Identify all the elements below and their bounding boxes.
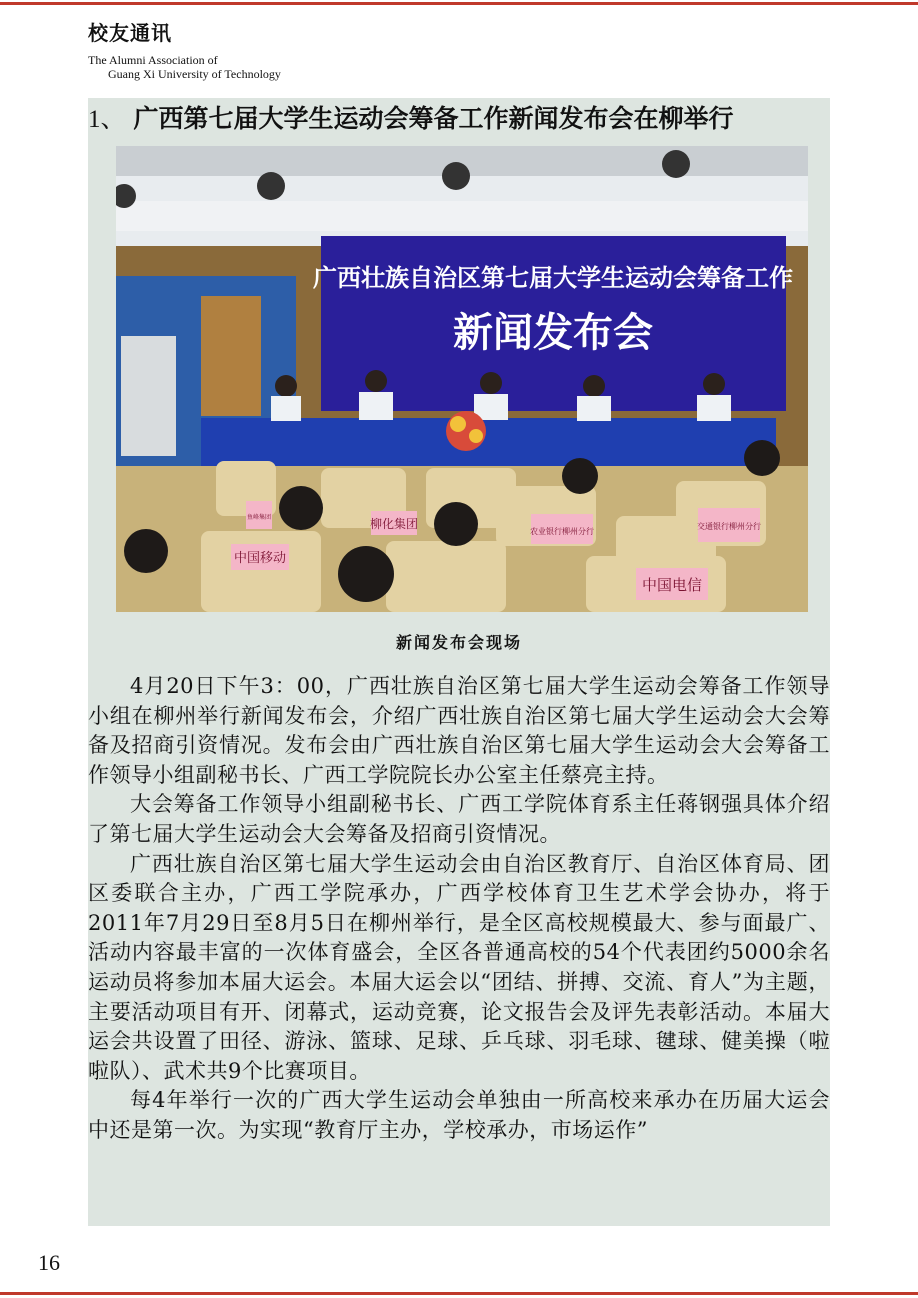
bottom-rule bbox=[0, 1292, 918, 1295]
article-body bbox=[88, 672, 830, 1146]
article-headline bbox=[88, 101, 830, 138]
article-paragraph-4: 每4年举行一次的广西大学生运动会单独由一所高校来承办在历届大运会中还是第一次。为实现“教育厅主办，学校承办，市场运作” bbox=[88, 1088, 830, 1142]
press-conference-photo bbox=[116, 146, 808, 612]
article-number: 1、 bbox=[88, 106, 126, 133]
banner-line2: 新闻发布会 bbox=[453, 310, 653, 356]
seat-sign-china-telecom: 中国电信 bbox=[641, 576, 703, 594]
seat-sign-yufeng-group: 鱼峰集团 bbox=[246, 514, 272, 521]
masthead bbox=[88, 20, 281, 81]
seat-sign-china-mobile: 中国移动 bbox=[233, 551, 287, 566]
photo-caption: 新闻发布会现场 bbox=[395, 633, 522, 652]
page-number: 16 bbox=[38, 1250, 60, 1275]
article-paragraph-3: 广西壮族自治区第七届大学生运动会由自治区教育厅、自治区体育局、团区委联合主办，广西工学院承办，广西学校体育卫生艺术学会协办，将于2011年7月29日至8月5日在柳州举行，是全区高校规模最大、参与面最广、活动内容最丰富的一次体育盛会，全区各普通高校的54个代表团约5000余名运动员将参加本届大运会。本届大运会以“团结、拼搏、交流、育人”为主题，主要活动项目有开、闭幕式，运动竞赛，论文报告会及评先表彰活动。本届大运会共设置了田径、游泳、篮球、足球、乒乓球、羽毛球、毽球、健美操（啦啦队）、武术共9个比赛项目。 bbox=[88, 851, 830, 1083]
seat-sign-bank-of-communications: 交通银行柳州分行 bbox=[697, 522, 761, 531]
article-headline-text: 广西第七届大学生运动会筹备工作新闻发布会在柳举行 bbox=[133, 104, 734, 133]
article-paragraph-2: 大会筹备工作领导小组副秘书长、广西工学院体育系主任蒋钢强具体介绍了第七届大学生运动会大会筹备及招商引资情况。 bbox=[88, 792, 830, 846]
banner-line1: 广西壮族自治区第七届大学生运动会筹备工作 bbox=[313, 264, 793, 292]
article-paragraph-1: 4月20日下午3：00，广西壮族自治区第七届大学生运动会筹备工作领导小组在柳州举行新闻发布会，介绍广西壮族自治区第七届大学生运动会大会筹备及招商引资情况。发布会由广西壮族自治区第七届大学生运动会大会筹备工作领导小组副秘书长、广西工学院院长办公室主任蔡亮主持。 bbox=[88, 674, 830, 787]
masthead-subtitle-line2: Guang Xi University of Technology bbox=[108, 67, 281, 81]
top-rule bbox=[0, 2, 918, 5]
seat-sign-liuhua-group: 柳化集团 bbox=[369, 517, 419, 531]
masthead-subtitle-line1: The Alumni Association of bbox=[88, 53, 218, 67]
seat-sign-agricultural-bank: 农业银行柳州分行 bbox=[530, 527, 594, 536]
masthead-title: 校友通讯 bbox=[88, 21, 172, 45]
